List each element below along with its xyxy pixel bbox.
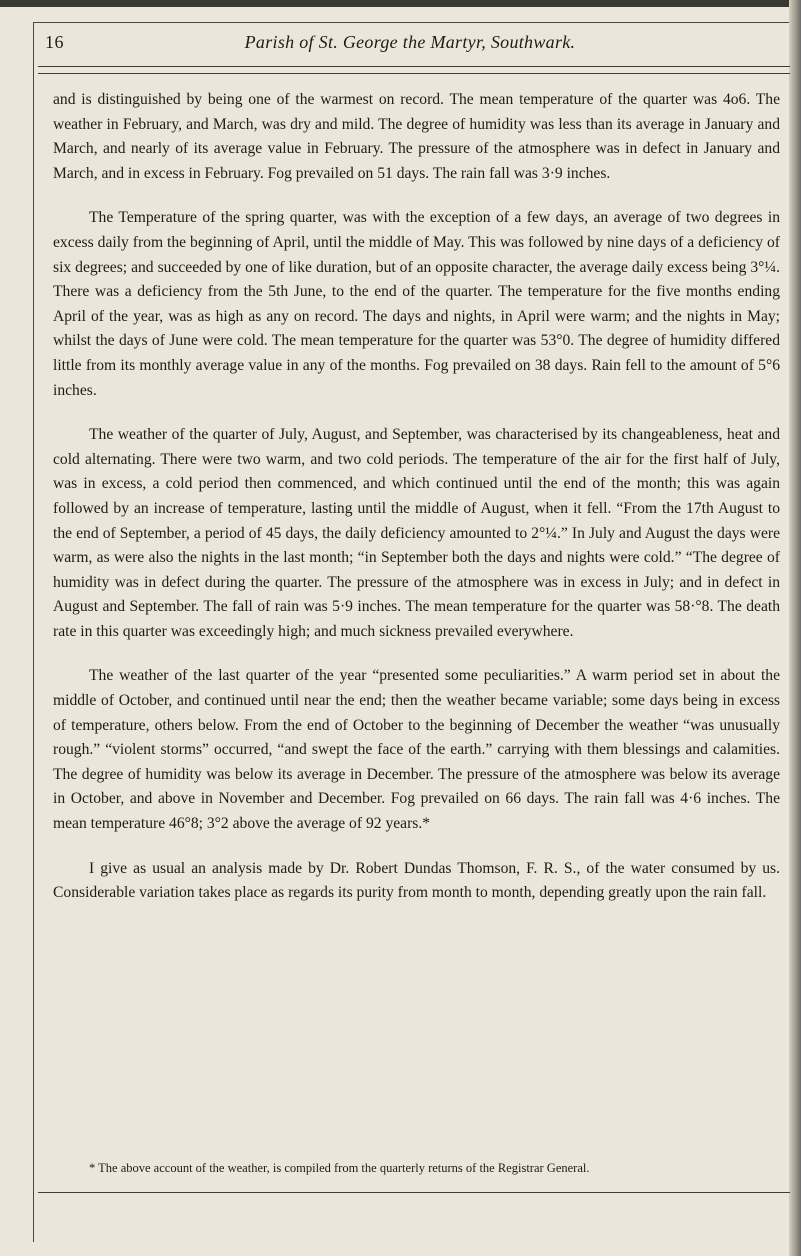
footnote: * The above account of the weather, is compiled from the quarterly returns of the Registrar General. <box>89 1161 590 1175</box>
header-rule-lower <box>38 73 790 74</box>
left-border-rule <box>33 22 34 1242</box>
scan-top-edge <box>0 0 801 7</box>
paragraph-winter-quarter: and is distinguished by being one of the warmest on record. The mean temperature of the quarter was 4o6. The weather in February, and March, was dry and mild. The degree of humidity was less than its average in January and March, and nearly of its average value in February. The pressure of the atmosphere was in defect in January and March, and in excess in February. Fog prevailed on 51 days. The rain fall was 3·9 inches. <box>53 91 780 182</box>
paragraph-last-quarter: The weather of the last quarter of the year “presented some peculiarities.” A warm period set in about the middle of October, and continued until near the end; then the weather became variable; some days being in excess of temperature, others below. From the end of October to the beginning of December the weather “was unusually rough.” “violent storms” occurred, “and swept the face of the earth.” carrying with them blessings and calamities. The degree of humidity was below its average in December. The pressure of the atmosphere was below its average in October, and above in November and December. Fog prevailed on 66 days. The rain fall was 4·6 inches. The mean temperature 46°8; 3°2 above the average of 92 years.* <box>53 667 780 833</box>
running-head: Parish of St. George the Martyr, Southwark. <box>244 32 576 52</box>
paragraph-summer-quarter: The weather of the quarter of July, August, and September, was characterised by its changeableness, heat and cold alternating. There were two warm, and two cold periods. The temperature of the air for the first half of July, was in excess, a cold period then commenced, and which continued until the end of the month; this was again followed by an increase of temperature, lasting until the middle of August, when it fell. “From the 17th August to the end of September, a period of 45 days, the daily deficiency amounted to 2°¼.” In July and August the days were warm, as were also the nights in the last month; “in September both the days and nights were cold.” “The degree of humidity was in defect during the quarter. The pressure of the atmosphere was in excess in July; and in defect in August and September. The fall of rain was 5·9 inches. The mean temperature for the quarter was 58·°8. The death rate in this quarter was exceedingly high; and much sickness prevailed everywhere. <box>53 426 780 640</box>
bottom-rule <box>38 1192 790 1193</box>
paragraph-water-analysis: I give as usual an analysis made by Dr. Robert Dundas Thomson, F. R. S., of the water consumed by us. Considerable variation takes place as regards its purity from month to month, depending greatly upon the rain fall. <box>53 859 780 902</box>
top-border-rule <box>33 22 789 23</box>
page-number: 16 <box>45 32 64 52</box>
body-text <box>53 88 780 926</box>
paragraph-spring-quarter: The Temperature of the spring quarter, was with the exception of a few days, an average of two degrees in excess daily from the beginning of April, until the middle of May. This was followed by nine days of a deficiency of six degrees; and succeeded by one of like duration, but of an opposite character, the average daily excess being 3°¼. There was a deficiency from the 5th June, to the end of the quarter. The temperature for the five months ending April of the year, was as high as any on record. The days and nights, in April were warm; and the nights in May; whilst the days of June were cold. The mean temperature for the quarter was 53°0. The degree of humidity differed little from its monthly average value in any of the months. Fog prevailed on 38 days. Rain fell to the amount of 5°6 inches. <box>53 209 780 399</box>
page-header <box>45 32 775 62</box>
header-rule-upper <box>38 66 790 67</box>
scan-right-edge <box>789 0 801 1256</box>
